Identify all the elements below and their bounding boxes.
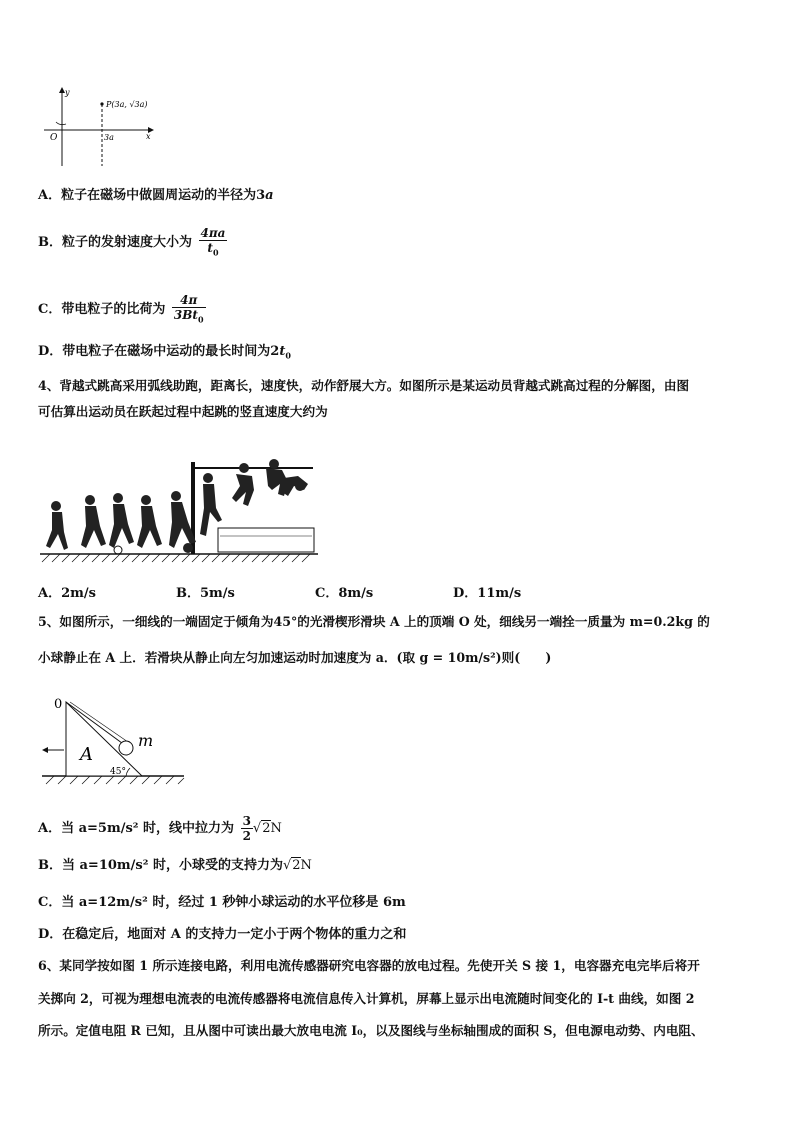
athlete-6 [200, 473, 222, 536]
origin-label: O [50, 133, 58, 143]
wedge-a [66, 702, 142, 776]
arc-mark [56, 122, 66, 125]
q5-stem-line1: 5、如图所示，一细线的一端固定于倾角为45°的光滑楔形滑块 A 上的顶端 O 处，细线另一端拴一质量为 m=0.2kg 的 [38, 614, 710, 629]
q4-option-a: A．2m/s [38, 586, 96, 601]
q4-stem-line2: 可估算出运动员在跃起过程中起跳的竖直速度大约为 [38, 404, 328, 419]
q5-option-a: A．当 a=5m/s² 时，线中拉力为 $\frac{3}{2}$ √2N [38, 814, 282, 843]
q3-option-a: A．粒子在磁场中做圆周运动的半径为3a [38, 188, 274, 203]
x-axis-label: x [146, 132, 151, 141]
athlete-7 [232, 463, 254, 506]
q4-option-b: B．5m/s [176, 586, 235, 601]
q5-option-d: D．在稳定后，地面对 A 的支持力一定小于两个物体的重力之和 [38, 927, 407, 942]
athlete-1 [46, 501, 68, 550]
athlete-4 [137, 495, 162, 548]
q4-option-d: D．11m/s [453, 586, 522, 601]
ball-m [119, 741, 133, 755]
point-p [100, 102, 103, 105]
y-axis-label: y [65, 88, 70, 97]
ball [114, 546, 122, 554]
q3-c-fraction: $\frac{4\pi}{3Bt_0}$ [173, 293, 204, 325]
tick-label: 3a [104, 133, 114, 142]
q6-stem-line2: 关掷向 2，可视为理想电流表的电流传感器将电流信息传入计算机，屏幕上显示出电流随时间变化的 I-t 曲线，如图 2 [38, 991, 695, 1006]
wedge-label: A [80, 744, 93, 765]
angle-label: 45° [110, 767, 126, 777]
athlete-3 [109, 493, 134, 548]
q6-stem-line3: 所示。定值电阻 R 已知，且从图中可读出最大放电电流 I₀，以及图线与坐标轴围成的面积 S，但电源电动势、内电阻、 [38, 1023, 704, 1038]
q3-option-d: D．带电粒子在磁场中运动的最长时间为$2t_0$ [38, 344, 291, 361]
q3-option-c: C．带电粒子的比荷为 $\frac{4\pi}{3Bt_0}$ [38, 293, 204, 325]
q5-a-fraction: $\frac{3}{2}$ [242, 814, 251, 843]
q4-stem-line1: 4、背越式跳高采用弧线助跑，距离长，速度快，动作舒展大方。如图所示是某运动员背越式跳高过程的分解图，由图 [38, 378, 690, 393]
q5-stem-line2: 小球静止在 A 上．若滑块从静止向左匀加速运动时加速度为 a．(取 g = 10m/s²)则( ) [38, 650, 552, 665]
coordinate-figure [40, 86, 170, 168]
o-label: 0 [54, 697, 63, 712]
high-jump-figure [38, 456, 320, 564]
q4-option-c: C．8m/s [315, 586, 374, 601]
q5-option-c: C．当 a=12m/s² 时，经过 1 秒钟小球运动的水平位移是 6m [38, 895, 406, 910]
ground-hatching [46, 776, 184, 784]
q3-option-b: B．粒子的发射速度大小为 $\frac{4\pi a}{t_0}$ [38, 226, 226, 258]
athlete-2 [81, 495, 106, 548]
q3-b-fraction: $\frac{4\pi a}{t_0}$ [200, 226, 226, 258]
ground-hatching [42, 554, 310, 562]
q5-option-b: B．当 a=10m/s² 时，小球受的支持力为√2N [38, 858, 312, 873]
athlete-9 [282, 476, 308, 496]
q6-stem-line1: 6、某同学按如图 1 所示连接电路，利用电流传感器研究电容器的放电过程。先使开关 S 接 1，电容器充电完毕后将开 [38, 958, 700, 973]
landing-mat [218, 528, 314, 552]
mass-label: m [138, 731, 154, 750]
point-label: P(3a, √3a) [106, 100, 148, 109]
wedge-figure [38, 690, 188, 790]
